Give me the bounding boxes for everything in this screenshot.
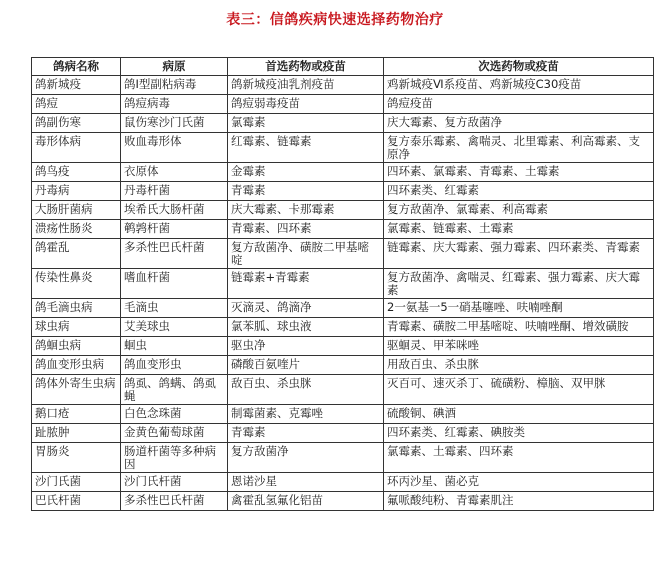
first-choice-cell: 青霉素 — [228, 182, 384, 201]
second-choice-cell: 复方敌菌净、禽喘灵、红霉素、强力霉素、庆大霉素 — [384, 269, 654, 299]
pathogen-cell: 沙门氏杆菌 — [121, 473, 228, 492]
first-choice-cell: 复方敌菌净、磺胺二甲基嘧啶 — [228, 239, 384, 269]
table-row — [32, 163, 654, 182]
pathogen-cell: 金黄色葡萄球菌 — [121, 424, 228, 443]
second-choice-cell: 四环素、氯霉素、青霉素、土霉素 — [384, 163, 654, 182]
disease-name-cell: 鹅口疮 — [32, 405, 121, 424]
first-choice-cell: 磷酸百氨喹片 — [228, 356, 384, 375]
disease-name-cell: 鸽体外寄生虫病 — [32, 375, 121, 405]
first-choice-cell: 恩诺沙星 — [228, 473, 384, 492]
second-choice-cell: 灭百可、速灭杀丁、硫磺粉、樟脑、双甲脒 — [384, 375, 654, 405]
disease-name-cell: 巴氏杆菌 — [32, 492, 121, 511]
pathogen-cell: 嗜血杆菌 — [121, 269, 228, 299]
disease-name-cell: 丹毒病 — [32, 182, 121, 201]
pathogen-cell: 鸽血变形虫 — [121, 356, 228, 375]
disease-name-cell: 溃疡性肠炎 — [32, 220, 121, 239]
table-row — [32, 492, 654, 511]
pathogen-cell: 艾美球虫 — [121, 318, 228, 337]
pathogen-cell: 鹌鹑杆菌 — [121, 220, 228, 239]
second-choice-cell: 驱蛔灵、甲苯咪唑 — [384, 337, 654, 356]
column-header: 次选药物或疫苗 — [384, 58, 654, 76]
second-choice-cell: 2一氨基一5一硝基噻唑、呋喃唑酮 — [384, 299, 654, 318]
pathogen-cell: 鸽痘病毒 — [121, 95, 228, 114]
first-choice-cell: 鸽痘弱毒疫苗 — [228, 95, 384, 114]
table-row — [32, 443, 654, 473]
column-header: 鸽病名称 — [32, 58, 121, 76]
first-choice-cell: 复方敌菌净 — [228, 443, 384, 473]
first-choice-cell: 鸽新城疫油乳剂疫苗 — [228, 76, 384, 95]
disease-name-cell: 鸽蛔虫病 — [32, 337, 121, 356]
first-choice-cell: 氯霉素 — [228, 114, 384, 133]
disease-name-cell: 传染性鼻炎 — [32, 269, 121, 299]
pathogen-cell: 白色念珠菌 — [121, 405, 228, 424]
disease-name-cell: 鸽痘 — [32, 95, 121, 114]
first-choice-cell: 制霉菌素、克霉唑 — [228, 405, 384, 424]
table-row — [32, 337, 654, 356]
first-choice-cell: 金霉素 — [228, 163, 384, 182]
table-body — [32, 76, 654, 511]
second-choice-cell: 复方泰乐霉素、禽喘灵、北里霉素、利高霉素、支原净 — [384, 133, 654, 163]
first-choice-cell: 氯苯胍、球虫液 — [228, 318, 384, 337]
second-choice-cell: 鸡新城疫Ⅵ系疫苗、鸡新城疫C30疫苗 — [384, 76, 654, 95]
disease-name-cell: 趾脓肿 — [32, 424, 121, 443]
second-choice-cell: 复方敌菌净、氯霉素、利高霉素 — [384, 201, 654, 220]
second-choice-cell: 硫酸铜、碘酒 — [384, 405, 654, 424]
second-choice-cell: 链霉素、庆大霉素、强力霉素、四环素类、青霉素 — [384, 239, 654, 269]
disease-name-cell: 鸽霍乱 — [32, 239, 121, 269]
first-choice-cell: 敌百虫、杀虫脒 — [228, 375, 384, 405]
pathogen-cell: 多杀性巴氏杆菌 — [121, 239, 228, 269]
second-choice-cell: 四环素类、红霉素、碘胺类 — [384, 424, 654, 443]
second-choice-cell: 氟哌酸纯粉、青霉素肌注 — [384, 492, 654, 511]
second-choice-cell: 氯霉素、链霉素、土霉素 — [384, 220, 654, 239]
second-choice-cell: 鸽痘疫苗 — [384, 95, 654, 114]
table-header-row — [32, 58, 654, 76]
page-title: 表三：信鸽疾病快速选择药物治疗 — [226, 12, 444, 28]
first-choice-cell: 红霉素、链霉素 — [228, 133, 384, 163]
second-choice-cell: 庆大霉素、复方敌菌净 — [384, 114, 654, 133]
table-row — [32, 220, 654, 239]
table-row — [32, 424, 654, 443]
disease-name-cell: 大肠肝菌病 — [32, 201, 121, 220]
first-choice-cell: 灭滴灵、鸽滴净 — [228, 299, 384, 318]
pathogen-cell: 毛滴虫 — [121, 299, 228, 318]
table-row — [32, 473, 654, 492]
first-choice-cell: 驱虫净 — [228, 337, 384, 356]
table-row — [32, 182, 654, 201]
disease-name-cell: 鸽新城疫 — [32, 76, 121, 95]
table-row — [32, 318, 654, 337]
pathogen-cell: 鸽虱、鸽螨、鸽虱蝇 — [121, 375, 228, 405]
first-choice-cell: 青霉素 — [228, 424, 384, 443]
disease-name-cell: 鸽副伤寒 — [32, 114, 121, 133]
table-row — [32, 201, 654, 220]
table-row — [32, 239, 654, 269]
second-choice-cell: 青霉素、磺胺二甲基嘧啶、呋喃唑酮、增效磺胺 — [384, 318, 654, 337]
pathogen-cell: 鸽Ⅰ型副粘病毒 — [121, 76, 228, 95]
column-header: 病原 — [121, 58, 228, 76]
table-row — [32, 269, 654, 299]
disease-name-cell: 鸽血变形虫病 — [32, 356, 121, 375]
disease-name-cell: 沙门氏菌 — [32, 473, 121, 492]
pathogen-cell: 鼠伤寒沙门氏菌 — [121, 114, 228, 133]
table-row — [32, 76, 654, 95]
disease-name-cell: 鸽鸟疫 — [32, 163, 121, 182]
disease-name-cell: 球虫病 — [32, 318, 121, 337]
second-choice-cell: 用敌百虫、杀虫脒 — [384, 356, 654, 375]
pathogen-cell: 败血毒形体 — [121, 133, 228, 163]
first-choice-cell: 青霉素、四环素 — [228, 220, 384, 239]
second-choice-cell: 环丙沙星、菌必克 — [384, 473, 654, 492]
table-row — [32, 375, 654, 405]
pathogen-cell: 丹毒杆菌 — [121, 182, 228, 201]
disease-name-cell: 鸽毛滴虫病 — [32, 299, 121, 318]
first-choice-cell: 禽霍乱氢氟化铝苗 — [228, 492, 384, 511]
disease-name-cell: 胃肠炎 — [32, 443, 121, 473]
disease-name-cell: 毒形体病 — [32, 133, 121, 163]
table-row — [32, 405, 654, 424]
pathogen-cell: 衣原体 — [121, 163, 228, 182]
pathogen-cell: 蛔虫 — [121, 337, 228, 356]
column-header: 首选药物或疫苗 — [228, 58, 384, 76]
pathogen-cell: 肠道杆菌等多种病因 — [121, 443, 228, 473]
first-choice-cell: 链霉素+青霉素 — [228, 269, 384, 299]
table-row — [32, 95, 654, 114]
pathogen-cell: 埃希氏大肠杆菌 — [121, 201, 228, 220]
pathogen-cell: 多杀性巴氏杆菌 — [121, 492, 228, 511]
table-row — [32, 356, 654, 375]
table-row — [32, 133, 654, 163]
table-row — [32, 114, 654, 133]
second-choice-cell: 氯霉素、土霉素、四环素 — [384, 443, 654, 473]
table-row — [32, 299, 654, 318]
drug-table — [31, 57, 654, 511]
first-choice-cell: 庆大霉素、卡那霉素 — [228, 201, 384, 220]
second-choice-cell: 四环素类、红霉素 — [384, 182, 654, 201]
